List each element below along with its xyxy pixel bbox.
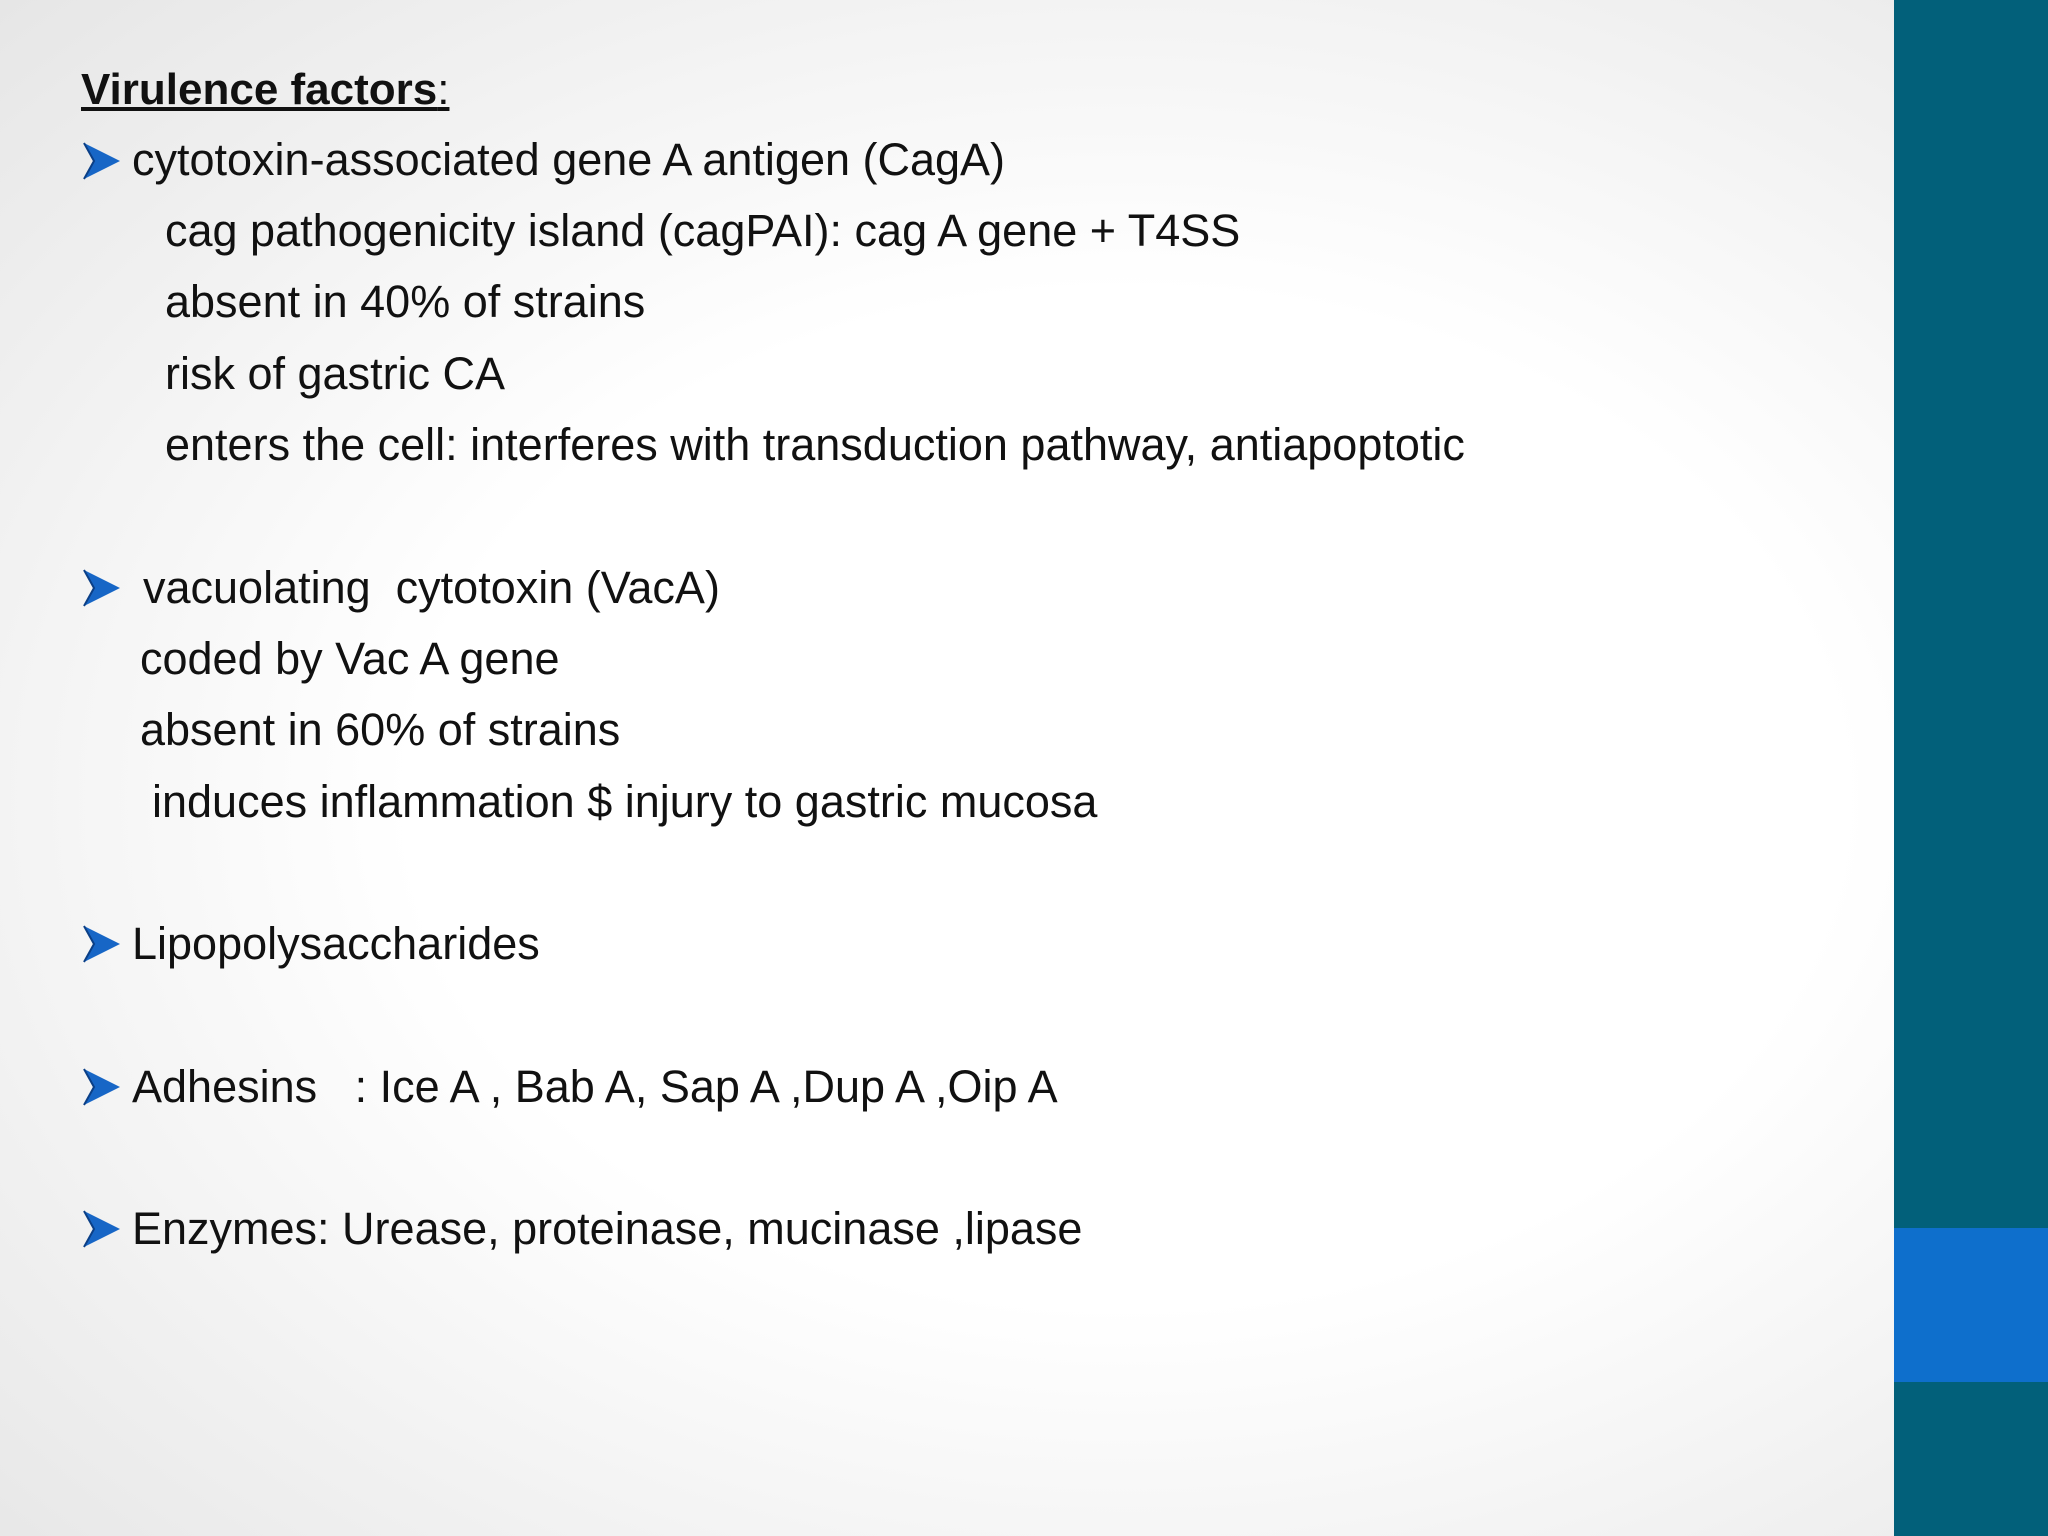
bullet-heading-caga: cytotoxin-associated gene A antigen (CagA) xyxy=(132,134,1006,185)
bullet-heading-adhesins: Adhesins : Ice A , Bab A, Sap A ,Dup A ,Oip A xyxy=(132,1061,1058,1112)
sidebar-accent-block xyxy=(1894,1228,2048,1382)
detail-caga-enters-cell: enters the cell: interferes with transduction pathway, antiapoptotic xyxy=(165,419,1465,470)
slide-title-text: Virulence factors xyxy=(81,65,438,114)
detail-caga-absent: absent in 40% of strains xyxy=(165,276,646,327)
detail-caga-risk: risk of gastric CA xyxy=(165,348,506,399)
slide-title xyxy=(81,62,449,118)
arrowhead-bullet-icon xyxy=(82,141,122,181)
detail-vaca-absent: absent in 60% of strains xyxy=(140,704,621,755)
bullet-heading-enzymes: Enzymes: Urease, proteinase, mucinase ,lipase xyxy=(132,1203,1083,1254)
arrowhead-bullet-icon xyxy=(82,1067,122,1107)
arrowhead-bullet-icon xyxy=(82,924,122,964)
slide-title-colon: : xyxy=(437,65,450,114)
detail-caga-pathogenicity-island: cag pathogenicity island (cagPAI): cag A gene + T4SS xyxy=(165,205,1241,256)
detail-vaca-coded-by: coded by Vac A gene xyxy=(140,633,560,684)
bullet-heading-vaca: vacuolating cytotoxin (VacA) xyxy=(143,562,720,613)
bullet-heading-lipopolysaccharides: Lipopolysaccharides xyxy=(132,918,540,969)
arrowhead-bullet-icon xyxy=(82,568,122,608)
detail-vaca-induces-inflammation: induces inflammation $ injury to gastric mucosa xyxy=(152,776,1098,827)
arrowhead-bullet-icon xyxy=(82,1209,122,1249)
